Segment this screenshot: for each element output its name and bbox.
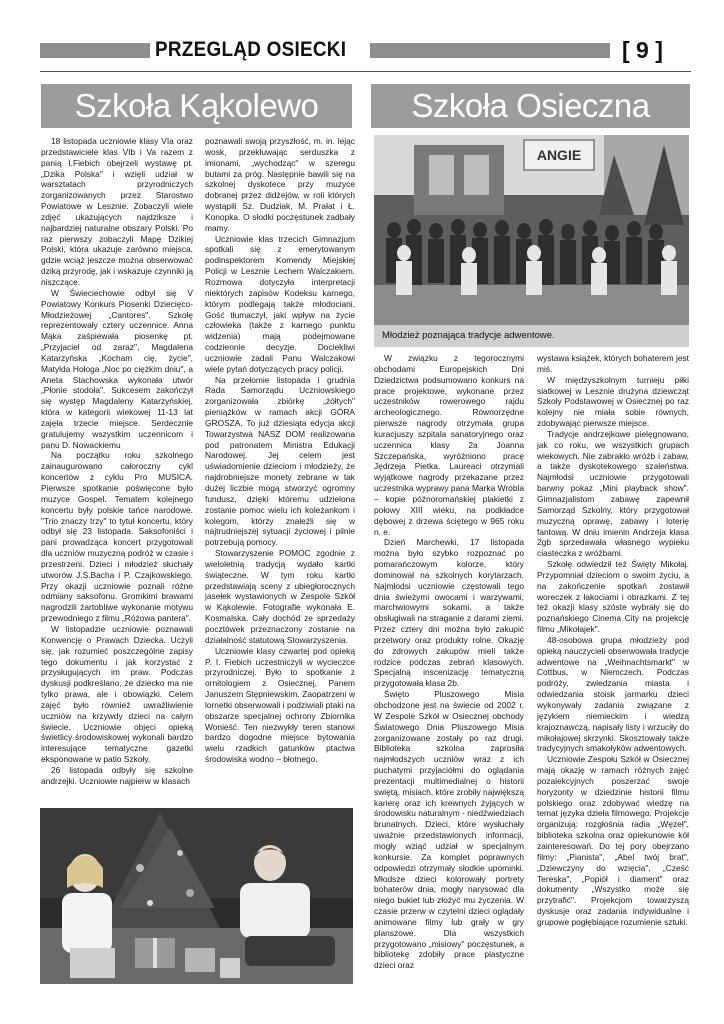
kakolewo-column-2 bbox=[205, 136, 355, 765]
paragraph: Na przełomie listopada i grudnia Rada Samorządu Uczniowskiego zorganizowała zbiórkę „żółtych" pieniążków w ramach akcji GÓRA GROSZA. To już dziesiąta edycja akcji Towarzystwa NASZ DOM realizowana pod patronatem Ministra Edukacji Narodowej. Jej celem jest uświadomienie dzieciom i młodzieży, że najdrobniejsze monety zebrane w tak dużej liczbie mogą stworzyć ogromny fundusz, dzięki któremu udzielona zostanie pomoc wielu ich koleżankom i kolegom, którzy znaleźli się w najtrudniejszej sytuacji życiowej i pilnie potrzebują pomocy. bbox=[205, 374, 355, 548]
kakolewo-column-1 bbox=[41, 136, 193, 787]
paragraph: Dzień Marchewki, 17 listopada można było szybko rozpoznać po pomarańczowym kolorze, który dominował na szkolnych korytarzach. Najmłodsi uczniowie częstowali tego dnia świeżymi owocami i warzywami, marchwiowymi sokami, a także obsługiwali na straganie z darami ziemi. Przez cztery dni można było zakupić przetwory oraz produkty rolne. Okazję do zdrowych zakupów mieli także rodzice podczas zebrań klasowych. Specjalną inscenizację tematyczną przygotowała klasa 2b. bbox=[374, 537, 524, 689]
header-bar-right bbox=[370, 43, 610, 58]
children-christmas-photo bbox=[40, 808, 353, 984]
paragraph: Święto Pluszowego Misia obchodzone jest na świecie od 2002 r. W Zespole Szkół w Osiecznej obchody Światowego Dnia Pluszowego Misia zorganizowane zostały po raz drugi. Biblioteka szkolna zaprosiła najmłodszych uczniów wraz z ich puchatymi przyjaciółmi do oglądania prezentacji multimedialnej o historii swiętą, misiach, które zrobiły największą karierę oraz ich krewnych żyjących w środowisku naturalnym - niedźwiedziach brunatnych. Dzieci, które wysłuchały uważnie przedstawionych informacji, mogły wziąć udział w specjalnym konkursie. Za komplet poprawnych odpowiedzi otrzymały słodkie upominki. Młodsze dzieci kolorowały portrety bohaterów dnia, mogły narysować dla niego bukiet lub złożyć mu życzenia. W czasie przerw w czytelni dzieci oglądały animowane filmy lub grały w gry planszowe. Dla wszystkich przygotowano „misiowy" poczęstunek, a bibliotekę zdobiły prace plastyczne dzieci oraz bbox=[374, 689, 524, 971]
header-rule bbox=[40, 71, 691, 72]
section-title-osieczna: Szkoła Osieczna bbox=[371, 84, 690, 128]
paragraph: Tradycje andrzejkowe pielęgnowano, jak co roku, we wszystkich grupach wiekowych. Nie zabrakło wróżb i zabaw, a także dyskotekowego szaleństwa. Najmłodsi uczniowie przygotowali barwny pokaz „Mini playback show". Gimnazjalistom zabawę zapewnił Samorząd Szkolny, który przygotował muzyczną oprawę, zabawy i loterię fantową. W dniu imienin Andrzeja klasa 2gb sprzedawała własnego wypieku ciasteczka z wróżbami. bbox=[537, 428, 689, 559]
shop-sign: ANGIE bbox=[536, 147, 582, 163]
paragraph: Uczniowie Zespołu Szkół w Osiecznej mają okazję w ramach różnych zajęć pozalekcyjnych poszerzać swoje horyzonty w dziedzinie historii filmu polskiego oraz zdobywać wiedzę na temat języka dzieła filmowego. Projekcje organizują: rozgłośnia radia „Węzeł", biblioteka szkolna oraz opiekunowie kół zainteresowań. Do tej pory obejrzano filmy: „Pianista", „Abel twój brat", „Dziewczyny do wzięcia", „Cześć Tereska", „Popiół i diament" oraz dokumenty „Wszystko może się przytrafić". Projekcjom towarzyszą dyskusje oraz zadania indywidualne i grupowe pogłębiające rozumienie sztuki. bbox=[537, 754, 689, 927]
paragraph: W Świeciechowie odbył się V Powiatowy Konkurs Piosenki Dziecięco-Młodzieżowej „Cantores". Szkołę reprezentowały cztery uczennice. Anna Mąka zaśpiewała piosenkę pt. „Przyjaciel od zaraz", Magdalena Katarzyńska „Kocham cię, życie", Matylda Hołoga „Noc po ciężkim dniu", a Aneta Stachowska wykonała utwór „Płonie stodoła". Sukcesem zakończył się występ Magdaleny Katarzyńskiej, która w kategorii wiekowej 11-13 lat zajęła trzecie miejsce. Serdecznie gratulujemy wszystkim uczennicom i panu D. Nowackiemu bbox=[41, 287, 193, 450]
paragraph: W listopadzie uczniowie poznawali Konwencję o Prawach Dziecka. Uczyli się, jak rozumieć poszczególne zapisy tego dokumentu i jak korzystać z przysługujących im praw. Podczas dyskusji podkreślano, że dziecko ma nie tylko prawa, ale i obowiązki. Celem zajęć było również uwrażliwienie uczniów na krzywdy dzieci na całym świecie. Uczniowie objęci opieką świetlicy środowiskowej wykonali bardzo interesujące tematyczne gazetki eksponowane w patio Szkoły. bbox=[41, 623, 193, 765]
section-title-kakolewo: Szkoła Kąkolewo bbox=[41, 84, 352, 128]
paragraph: Szkołę odwiedził też Święty Mikołaj. Przypomniał dzieciom o swoim życiu, a na zakończenie spotkań zostawił woreczek z łakociami i obrazkami. Z tej też okazji klasy szóste wybrały się do poznańskiego Cinema City na projekcję filmu „Mikołajek". bbox=[537, 559, 689, 635]
paragraph: wystawa książek, których bohaterem jest miś. bbox=[537, 353, 689, 374]
paragraph: 26 listopada odbyły się szkolne andrzejki. Uczniowie najpierw w klasach bbox=[41, 764, 193, 786]
paragraph: W związku z tegorocznymi obchodami Europejskich Dni Dziedzictwa podsumowano konkurs na prace projektowe, wykonane przez uczestników rowerowego rajdu archeologicznego. Równorzędne pierwsze nagrody otrzymała grupa kuracjuszy szpitala sanatoryjnego oraz uczennica klasy 2a Joanna Szczepańska, wyróżniono pracę Jędrzeja Pietka. Laureaci otrzymali wyjątkowe nagrody przekazane przez uczestnika wyprawy pana Marka Wróbla – kopie późnoromańskiej plakietki z połowy XIII wieku, na podkładce dębowej z drzewa ściętego w 965 roku n. e. bbox=[374, 353, 524, 537]
header-bar-left bbox=[40, 43, 150, 58]
photo-caption: Młodzież poznająca tradycje adwentowe. bbox=[374, 325, 689, 347]
paragraph: Uczniowie klas trzecich Gimnazjum spotkali się z emerytowanym podinspektorem Komendy Miejskiej Policji w Lesznie Lechem Walczakiem. Rozmowa dotyczyła interpretacji niektórych zapisów Kodeksu karnego, którym podlegają także młodociani. Gość tłumaczył, jaki wpływ na życie człowieka (także z karnego punktu widzenia) mają podejmowane codziennie decyzje. Dociekliwi uczniowie zadali Panu Walczakowi wiele pytań dotyczących pracy policji. bbox=[205, 233, 355, 374]
osieczna-column-1 bbox=[374, 353, 524, 971]
page-number: [ 9 ] bbox=[622, 37, 663, 63]
paragraph: Na początku roku szkolnego zainaugurowano całoroczny cykl koncertów z cyklu Pro MUSICA. Pierwsze spotkanie poświęcone było muzyce Gospel. Tematem kolejnego koncertu były polskie tańce narodowe. "Trio znaczy trzy" to tytuł koncertu, który odbył się 23 listopada. Saksofoniści i pani prowadząca koncert przygotowali dla uczniów muzyczną podróż w czasie i przestrzeni. Dzieci i młodzież słuchały utworów J.S.Bacha i P. Czajkowskiego. Przy okazji uczniowie poznali różne odmiany saksofonu. Gromkimi brawami nagrodzili żartobliwe wykonanie motywu przewodniego z filmu „Różowa pantera". bbox=[41, 450, 193, 624]
paragraph: 48-osobowa grupa młodzieży pod opieką nauczycieli obserwowała tradycje adwentowe na „Weihnachtsmarkt" w Cottbus, w Niemczech. Podczas podróży, zwiedzania miasta i odwiedzania stoisk jarmarku dzieci wykonywały zadania związane z językiem niemieckim i wiedzą krajoznawczą, napisały listy i wrzuciły do mikołajowej skrzynki. Skosztowały także tradycyjnych smakołyków adwentowych. bbox=[537, 634, 689, 754]
newspaper-title: PRZEGLĄD OSIECKI bbox=[155, 38, 347, 61]
paragraph: 18 listopada uczniowie klasy VIa oraz przedstawiciele klas VIb i Va razem z panią I.Fiebich obejrzeli wystawę pt. „Dzika Polska" i wzięli udział w warsztatach przyrodniczych zorganizowanych przez Starostwo Powiatowe w Lesznie. Zobaczyli wiele zdjęć ukazujących najdziksze i najbardziej naturalne obszary Polski. Po raz pierwszy zobaczyli Mapę Dzikiej Polski, która ukazuje zarówno miejsca, gdzie wciąż jeszcze można obserwować dziką przyrodę, jak i wskazuje czynniki ją niszczące. bbox=[41, 136, 193, 287]
paragraph: poznawali swoją przyszłość, m. in. lejąc wosk, przekłuwając serduszka z imionami, „wychodząc" w szeregu butami za próg. Następnie bawili się na szkolnej dyskotece przy muzyce dobranej przez didżejów, w roli których wystąpili Sz. Dudziak, M. Prałat i Ł. Konopka. O słodki poczęstunek zadbały mamy. bbox=[205, 136, 355, 233]
paragraph: Stowarzyszenie POMOC zgodnie z wieloletnią tradycją wydało kartki świąteczne. W tym roku kartki przedstawiają sceny z ubiegłorocznych jasełek wystawionych w Zespole Szkół w Kąkolewie. Fotografie wykonała E. Kosmalska. Cały dochód ze sprzedaży pocztówek przeznaczony zostanie na działalność statutową Stowarzyszenia. bbox=[205, 548, 355, 645]
paragraph: W międzyszkolnym turnieju piłki siatkowej w Lesznie drużyna dziewcząt Szkoły Podstawowej w Osiecznej po raz kolejny nie miała sobie równych, zdobywając pierwsze miejsce. bbox=[537, 374, 689, 429]
osieczna-column-2 bbox=[537, 353, 689, 928]
group-photo-advent bbox=[374, 135, 689, 325]
paragraph: Uczniowie klasy czwartej pod opieką P. I. Fiebich uczestniczyli w wycieczce przyrodniczej. Było to spotkanie z ornitologiem z Osiecznej, Panem Januszem Stępniewskim. Zaopatrzeni w lornetki obserwowali i podziwiali ptaki na obszarze specjalnej ochrony Zbiornika Wonieść. Ten niezwykły teren stanowi bardzo dogodne miejsce bytowania wielu rzadkich gatunków ptactwa środowiska wodno – błotnego. bbox=[205, 645, 355, 765]
